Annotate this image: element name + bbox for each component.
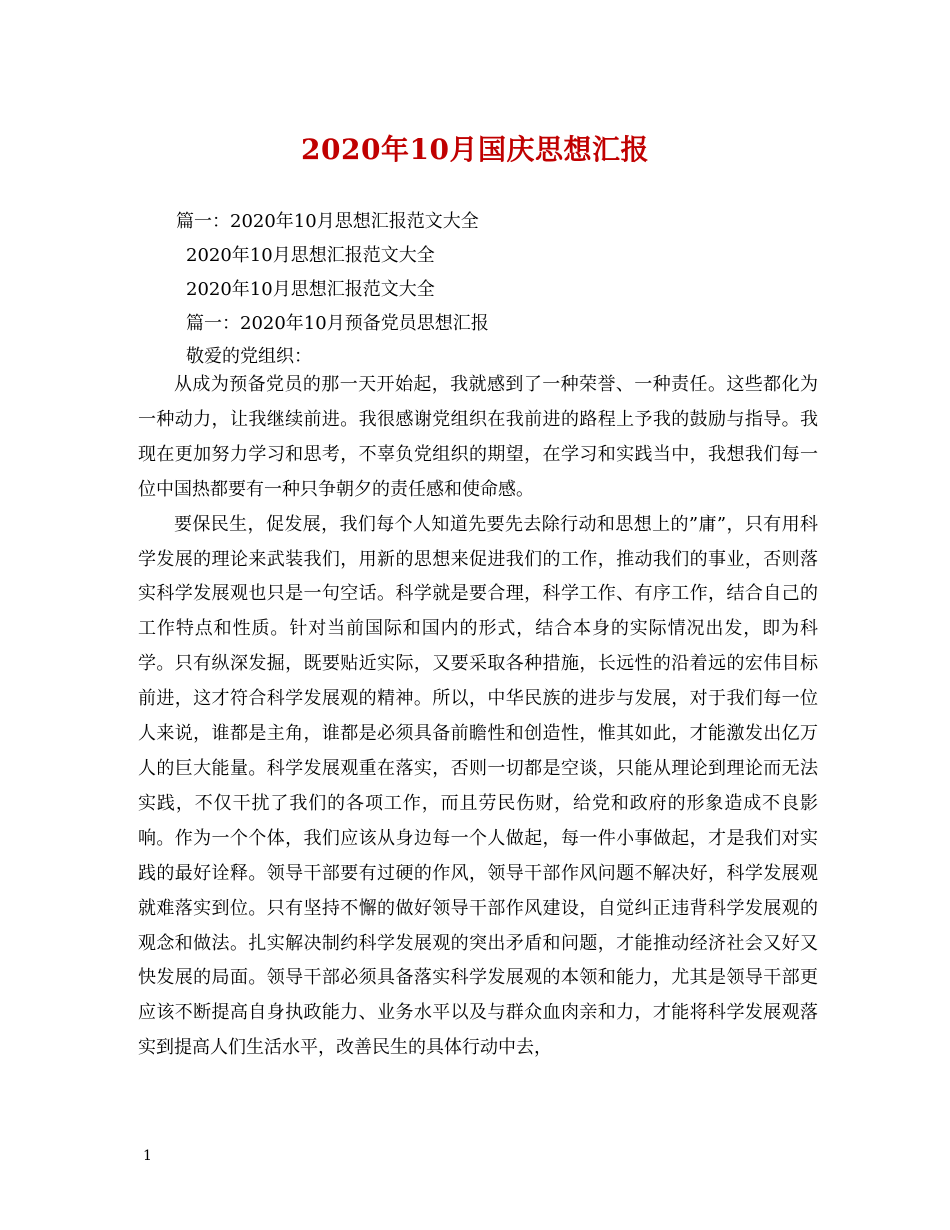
paragraph: 要保民生，促发展，我们每个人知道先要先去除行动和思想上的”庸”，只有用科学发展的理论来武装我们，用新的思想来促进我们的工作，推动我们的事业，否则落实科学发展观也只是一句空话。科学就是要合理，科学工作、有序工作，结合自己的工作特点和性质。针对当前国际和国内的形式，结合本身的实际情况出发，即为科学。只有纵深发掘，既要贴近实际，又要采取各种措施，长远性的沿着远的宏伟目标前进，这才符合科学发展观的精神。所以，中华民族的进步与发展，对于我们每一位人来说，谁都是主角，谁都是必须具备前瞻性和创造性，惟其如此，才能激发出亿万人的巨大能量。科学发展观重在落实，否则一切都是空谈，只能从理论到理论而无法实践，不仅干扰了我们的各项工作，而且劳民伤财，给党和政府的形象造成不良影响。作为一个个体，我们应该从身边每一个人做起，每一件小事做起，才是我们对实践的最好诠释。领导干部要有过硬的作风，领导干部作风问题不解决好，科学发展观就难落实到位。只有坚持不懈的做好领导干部作风建设，自觉纠正违背科学发展观的观念和做法。扎实解决制约科学发展观的突出矛盾和问题，才能推动经济社会又好又快发展的局面。领导干部必须具备落实科学发展观的本领和能力，尤其是领导干部更应该不断提高自身执政能力、业务水平以及与群众血肉亲和力，才能将科学发展观落实到提高人们生活水平，改善民生的具体行动中去，	[138, 513, 818, 1059]
heading-line-3: 2020年10月思想汇报范文大全	[186, 279, 435, 300]
paragraph: 从成为预备党员的那一天开始起，我就感到了一种荣誉、一种责任。这些都化为一种动力，让我继续前进。我很感谢党组织在我前进的路程上予我的鼓励与指导。我现在更加努力学习和思考，不辜负党组织的期望，在学习和实践当中，我想我们每一位中国热都要有一种只争朝夕的责任感和使命感。	[138, 374, 818, 500]
heading-line-4: 篇一：2020年10月预备党员思想汇报	[186, 313, 489, 334]
document-body	[138, 368, 818, 1066]
heading-line-1: 篇一：2020年10月思想汇报范文大全	[176, 211, 479, 232]
page-number: 1	[143, 1148, 152, 1164]
heading-line-2: 2020年10月思想汇报范文大全	[186, 245, 435, 266]
salutation: 敬爱的党组织：	[186, 346, 312, 367]
document-title: 2020年10月国庆思想汇报	[301, 133, 649, 166]
